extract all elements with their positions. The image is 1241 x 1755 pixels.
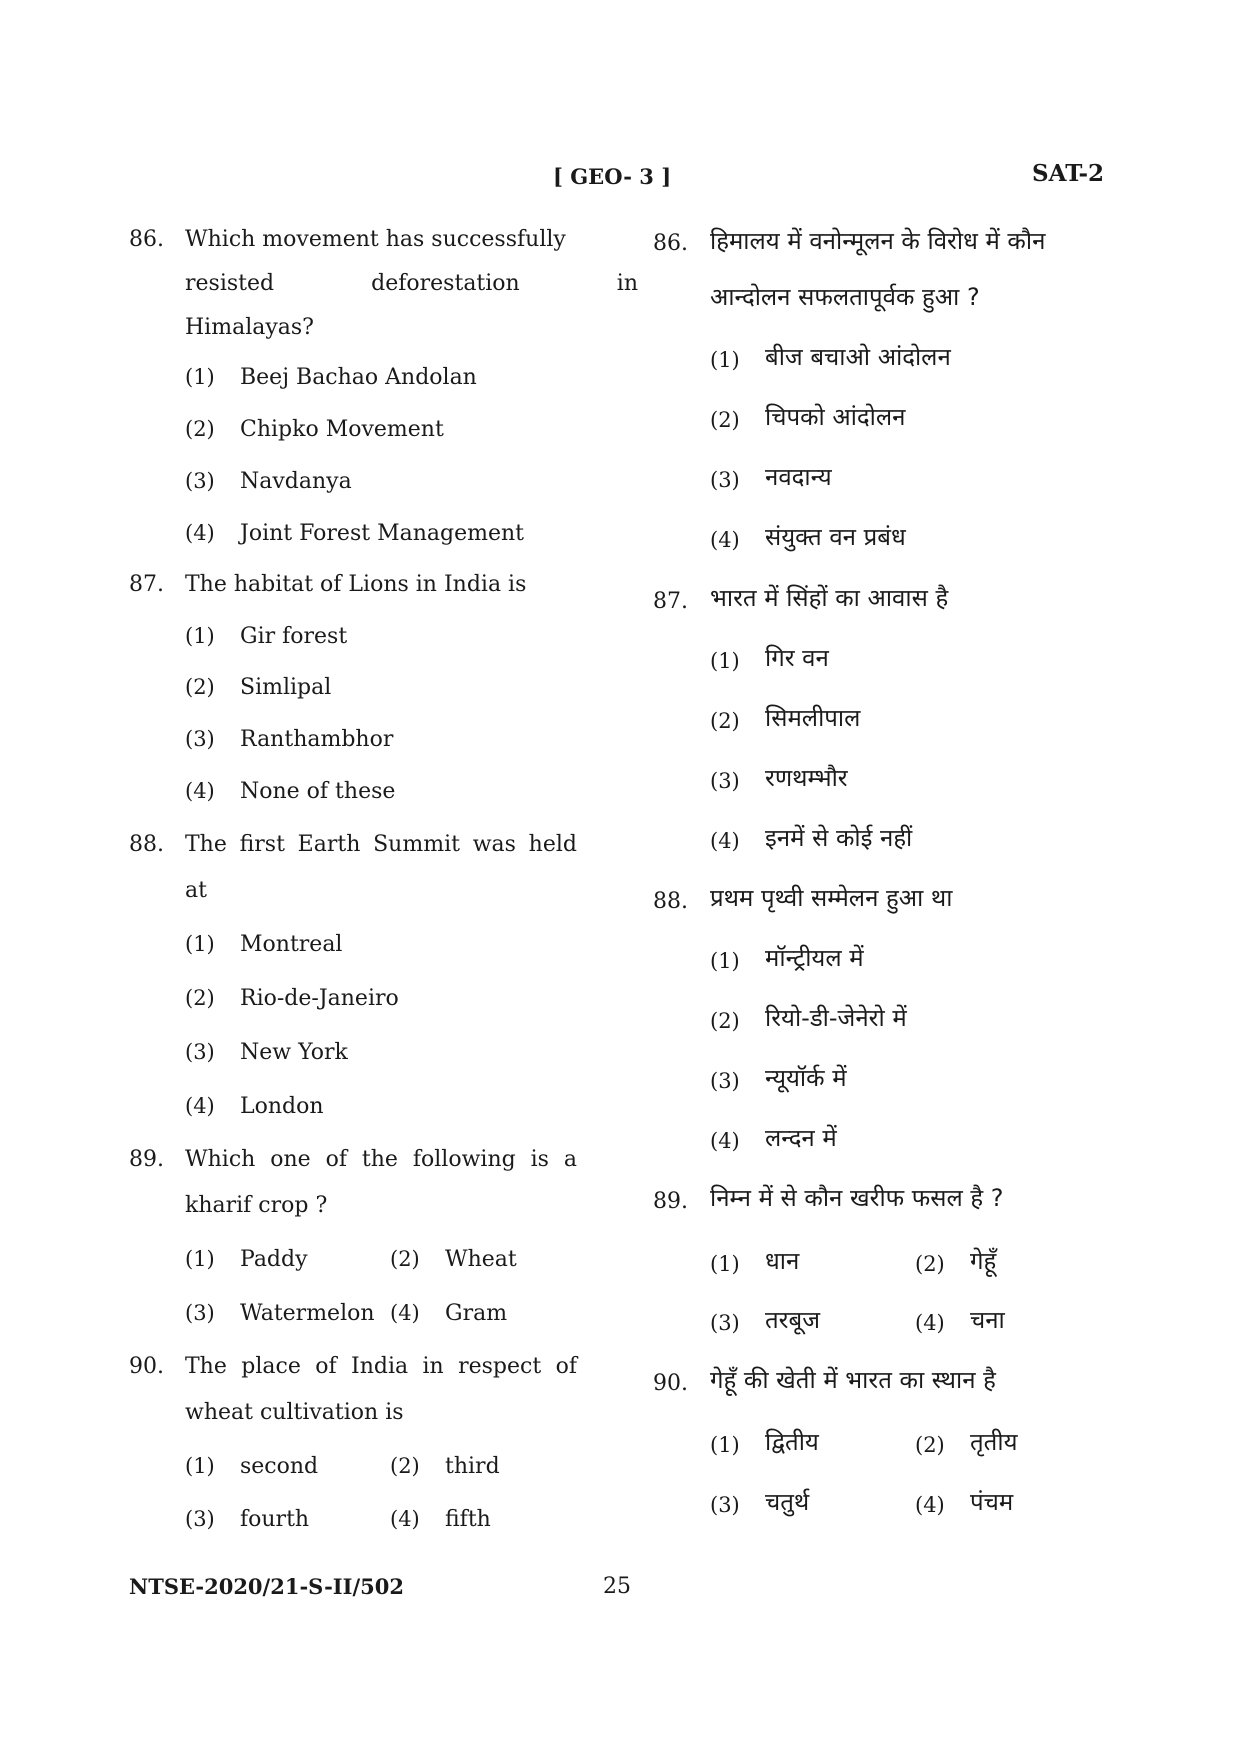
question-number: 86. [129, 227, 164, 252]
question-number: 88. [129, 832, 164, 857]
question-number: 87. [129, 572, 164, 597]
option-number: (1) [710, 348, 740, 372]
option-text: Paddy [240, 1247, 308, 1272]
option-text: fifth [445, 1507, 491, 1532]
option-text: fourth [240, 1507, 310, 1532]
option-number: (4) [390, 1301, 420, 1325]
option-text: Navdanya [240, 469, 352, 494]
question-word: in [616, 271, 638, 296]
option-text: New York [240, 1040, 348, 1065]
option-number: (4) [185, 1094, 215, 1118]
exam-code: NTSE-2020/21-S-II/502 [129, 1574, 404, 1599]
option-number: (1) [185, 365, 215, 389]
option-number: (4) [710, 829, 740, 853]
question-number: 86. [653, 231, 688, 256]
option-number: (1) [710, 649, 740, 673]
option-number: (2) [915, 1252, 945, 1276]
section-label: [ GEO- 3 ] [553, 164, 672, 189]
question-text: Which one of the following is a [185, 1147, 577, 1172]
option-number: (1) [185, 1247, 215, 1271]
option-text: चतुर्थ [765, 1488, 810, 1516]
option-number: (2) [710, 408, 740, 432]
option-text: चिपको आंदोलन [765, 403, 906, 431]
option-text: Chipko Movement [240, 417, 444, 442]
question-text: प्रथम पृथ्वी सम्मेलन हुआ था [710, 884, 953, 912]
question-word: resisted [185, 271, 275, 296]
option-number: (2) [710, 1009, 740, 1033]
option-number: (1) [710, 1252, 740, 1276]
question-text: गेहूँ की खेती में भारत का स्थान है [710, 1366, 996, 1394]
option-number: (3) [185, 1040, 215, 1064]
option-number: (2) [185, 417, 215, 441]
option-text: रियो-डी-जेनेरो में [765, 1004, 907, 1032]
option-text: Montreal [240, 932, 343, 957]
option-number: (1) [185, 1454, 215, 1478]
question-text: आन्दोलन सफलतापूर्वक हुआ ? [710, 283, 980, 311]
option-text: लन्दन में [765, 1124, 837, 1152]
option-text: चना [970, 1306, 1005, 1334]
option-text: सिमलीपाल [765, 704, 861, 732]
question-text: The habitat of Lions in India is [185, 572, 527, 597]
question-text: Which movement has successfully [185, 227, 566, 252]
option-text: Rio-de-Janeiro [240, 986, 399, 1011]
option-number: (4) [710, 1129, 740, 1153]
option-number: (3) [185, 1507, 215, 1531]
option-text: तरबूज [765, 1306, 821, 1334]
option-text: Gram [445, 1301, 508, 1326]
option-number: (2) [390, 1454, 420, 1478]
option-number: (2) [185, 986, 215, 1010]
option-text: Gir forest [240, 624, 348, 649]
option-number: (4) [185, 779, 215, 803]
question-number: 87. [653, 589, 688, 614]
question-text: at [185, 878, 207, 903]
option-text: Joint Forest Management [240, 521, 524, 546]
option-number: (2) [390, 1247, 420, 1271]
question-text-justified [185, 273, 638, 295]
option-text: बीज बचाओ आंदोलन [765, 343, 951, 371]
question-text: Himalayas? [185, 315, 314, 340]
option-text: None of these [240, 779, 396, 804]
option-number: (3) [185, 727, 215, 751]
question-text: The first Earth Summit was held [185, 832, 577, 857]
option-number: (4) [710, 528, 740, 552]
option-number: (2) [915, 1433, 945, 1457]
question-text: हिमालय में वनोन्मूलन के विरोध में कौन [710, 227, 1046, 255]
option-number: (2) [710, 709, 740, 733]
option-text: तृतीय [970, 1428, 1018, 1456]
option-text: गिर वन [765, 644, 829, 672]
question-number: 89. [129, 1147, 164, 1172]
question-number: 88. [653, 889, 688, 914]
option-text: न्यूयॉर्क में [765, 1064, 847, 1092]
option-text: Watermelon [240, 1301, 375, 1326]
paper-label: SAT-2 [1032, 160, 1105, 187]
question-number: 89. [653, 1189, 688, 1214]
question-text: wheat cultivation is [185, 1400, 404, 1425]
question-text: The place of India in respect of [185, 1354, 577, 1379]
question-text: kharif crop ? [185, 1193, 328, 1218]
option-text: Beej Bachao Andolan [240, 365, 477, 390]
option-text: Wheat [445, 1247, 517, 1272]
option-text: मॉन्ट्रीयल में [765, 944, 864, 972]
option-number: (4) [390, 1507, 420, 1531]
option-text: third [445, 1454, 500, 1479]
option-number: (3) [710, 1311, 740, 1335]
option-number: (4) [915, 1493, 945, 1517]
option-number: (2) [185, 675, 215, 699]
option-text: Simlipal [240, 675, 332, 700]
option-text: धान [765, 1247, 800, 1275]
option-number: (3) [710, 769, 740, 793]
option-number: (3) [710, 1069, 740, 1093]
option-number: (1) [710, 1433, 740, 1457]
option-number: (3) [185, 1301, 215, 1325]
question-word: deforestation [371, 271, 520, 296]
option-number: (4) [915, 1311, 945, 1335]
option-number: (3) [710, 1493, 740, 1517]
option-number: (3) [185, 469, 215, 493]
option-text: Ranthambhor [240, 727, 394, 752]
option-number: (1) [185, 624, 215, 648]
option-number: (1) [185, 932, 215, 956]
question-text: भारत में सिंहों का आवास है [710, 584, 949, 612]
option-text: संयुक्त वन प्रबंध [765, 523, 906, 551]
option-text: इनमें से कोई नहीं [765, 824, 913, 852]
option-number: (3) [710, 468, 740, 492]
option-text: गेहूँ [970, 1247, 997, 1275]
option-text: रणथम्भौर [765, 764, 848, 792]
question-text: निम्न में से कौन खरीफ फसल है ? [710, 1184, 1004, 1212]
page-number: 25 [603, 1574, 631, 1599]
option-text: द्वितीय [765, 1428, 819, 1456]
option-number: (4) [185, 521, 215, 545]
option-text: London [240, 1094, 324, 1119]
option-number: (1) [710, 949, 740, 973]
option-text: नवदान्य [765, 463, 832, 491]
option-text: second [240, 1454, 319, 1479]
question-number: 90. [129, 1354, 164, 1379]
option-text: पंचम [970, 1488, 1014, 1516]
question-number: 90. [653, 1371, 688, 1396]
